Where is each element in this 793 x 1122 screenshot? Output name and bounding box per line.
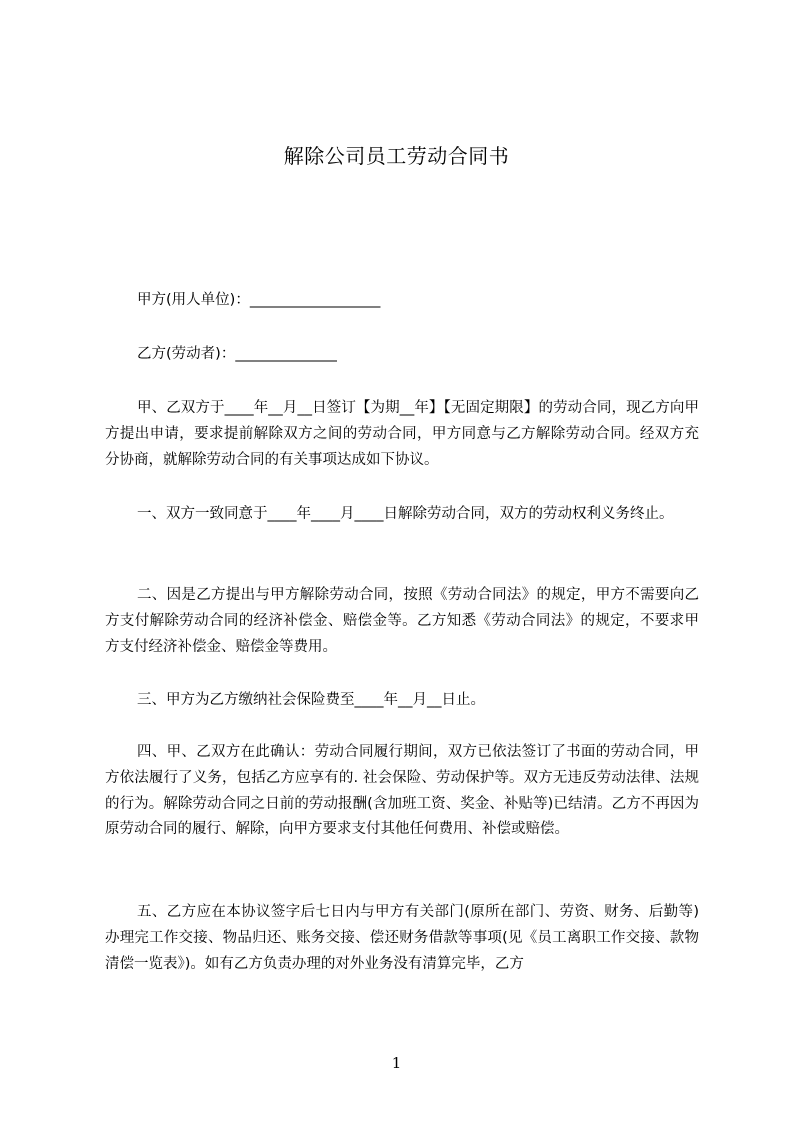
- paragraph-clause-3: 三、甲方为乙方缴纳社会保险费至____年__月__日止。: [137, 692, 485, 708]
- page-number: 1: [391, 1054, 402, 1072]
- paragraph-clause-5: 五、乙方应在本协议签字后七日内与甲方有关部门(原所在部门、劳资、财务、后勤等)办理完工作交接、物品归还、账务交接、偿还财务借款等事项(见《员工离职工作交接、款物清偿一览表》)。如有乙方负责办理的对外业务没有清算完毕，乙方: [105, 904, 699, 972]
- paragraph-clause-4: 四、甲、乙双方在此确认：劳动合同履行期间，双方已依法签订了书面的劳动合同，甲方依法履行了义务，包括乙方应享有的. 社会保险、劳动保护等。双方无违反劳动法律、法规的行为。解除劳动合同之日前的劳动报酬(含加班工资、奖金、补贴等)已结清。乙方不再因为原劳动合同的履行、解除，向甲方要求支付其他任何费用、补偿或赔偿。: [105, 744, 699, 838]
- party-a-line: 甲方(用人单位)：__________________: [137, 292, 381, 308]
- paragraph-preamble: 甲、乙双方于____年__月__日签订【为期__年】【无固定期限】的劳动合同，现乙方向甲方提出申请，要求提前解除双方之间的劳动合同，甲方同意与乙方解除劳动合同。经双方充分协商，就解除劳动合同的有关事项达成如下协议。: [105, 400, 699, 468]
- paragraph-clause-1: 一、双方一致同意于____年____月____日解除劳动合同，双方的劳动权利义务终止。: [137, 506, 674, 522]
- paragraph-clause-2: 二、因是乙方提出与甲方解除劳动合同，按照《劳动合同法》的规定，甲方不需要向乙方支付解除劳动合同的经济补偿金、赔偿金等。乙方知悉《劳动合同法》的规定，不要求甲方支付经济补偿金、赔偿金等费用。: [105, 587, 699, 655]
- document-title: 解除公司员工劳动合同书: [283, 144, 510, 168]
- party-b-line: 乙方(劳动者)：______________: [137, 346, 337, 362]
